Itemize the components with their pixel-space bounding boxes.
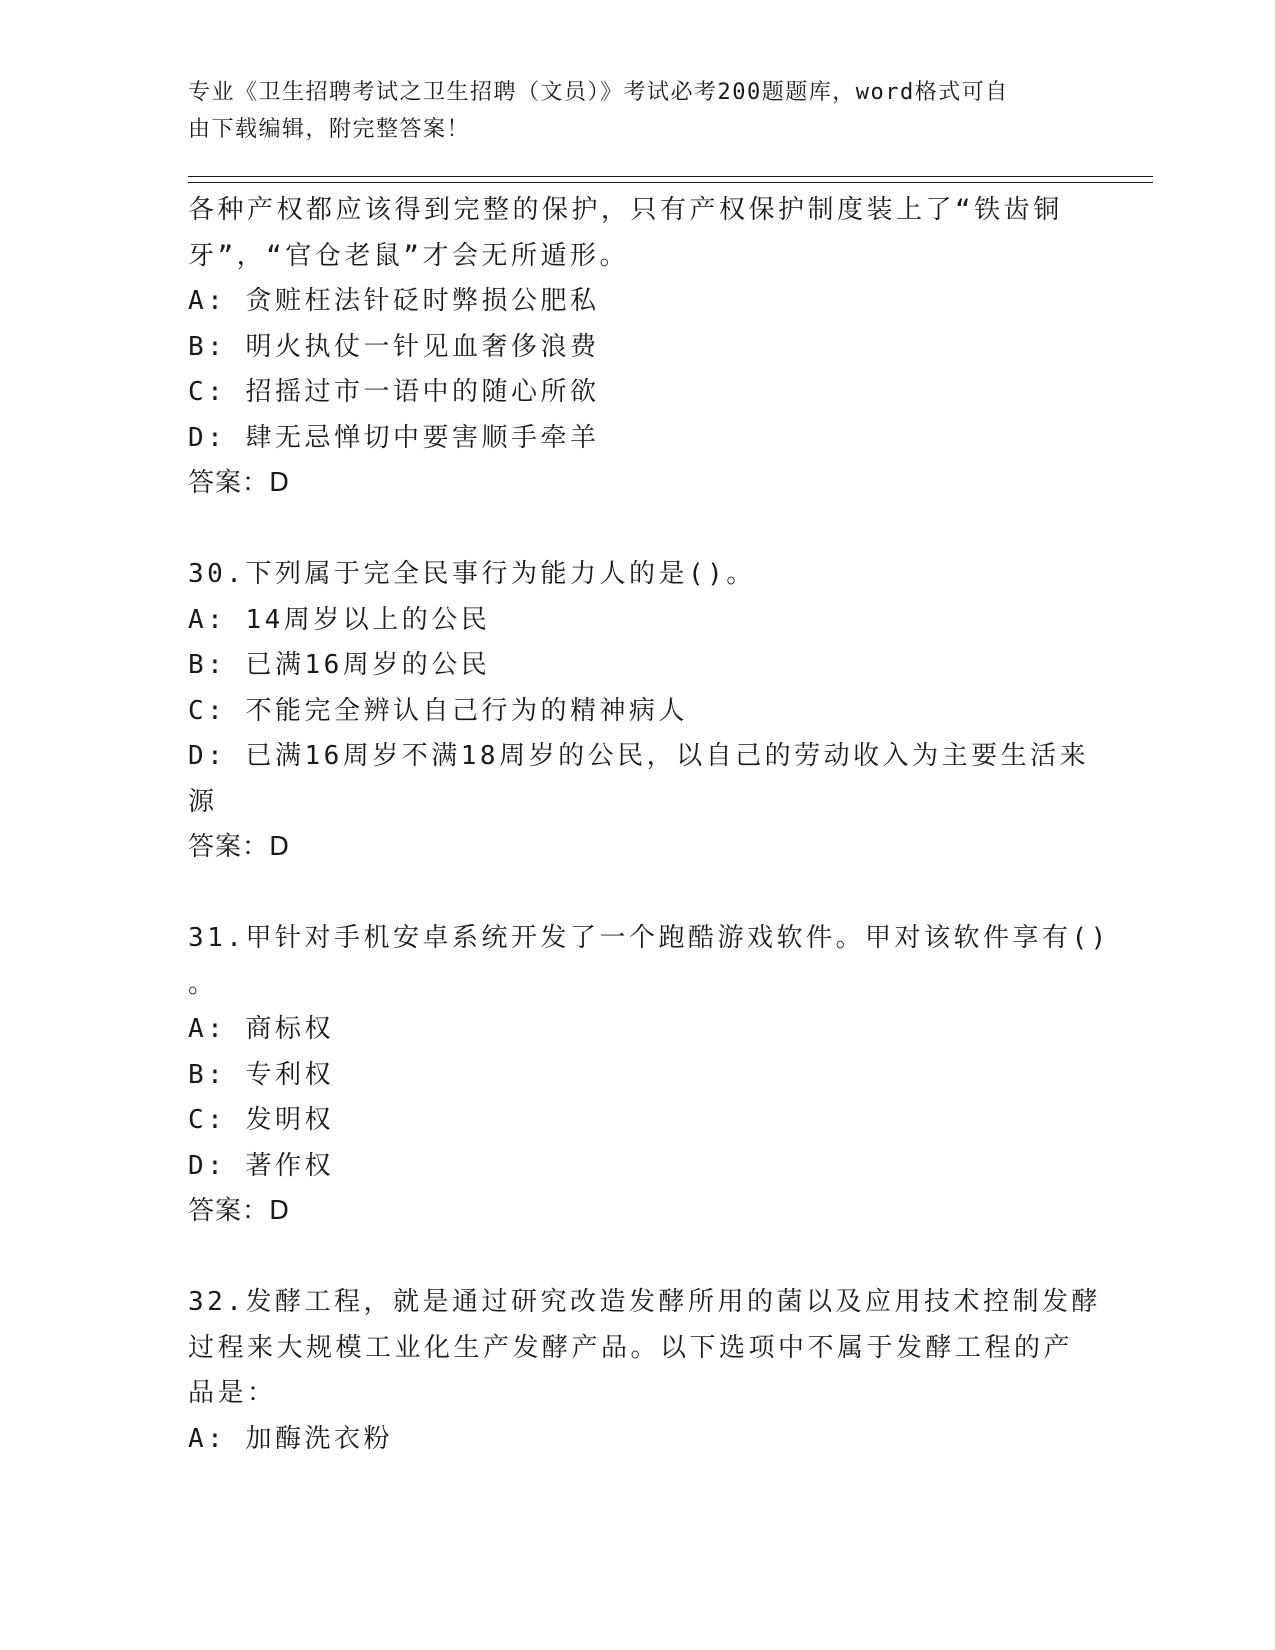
question-stem: 品是： [188,1378,277,1408]
spacer [188,507,1068,553]
header-line-1: 专业《卫生招聘考试之卫生招聘（文员）》考试必考200题题库，word格式可自 [188,80,1009,105]
option-a: A: 14周岁以上的公民 [188,604,491,635]
option-d: D: 肆无忌惮切中要害顺手牵羊 [188,422,600,453]
option-d: D: 已满16周岁不满18周岁的公民，以自己的劳动收入为主要生活来 [188,741,1090,771]
question-list [188,188,1110,1462]
question-stem: 30.下列属于完全民事行为能力人的是()。 [188,559,756,589]
answer-label: 答案：D [188,1196,291,1226]
option-d: D: 著作权 [188,1150,334,1181]
answer-label: 答案：D [188,832,291,862]
option-c: C: 发明权 [188,1105,334,1135]
option-a: A: 加酶洗衣粉 [188,1423,393,1454]
question-32 [188,1280,1101,1462]
question-stem: 牙”，“官仓老鼠”才会无所遁形。 [188,240,629,271]
question-stem: 。 [188,968,218,999]
question-stem: 31.甲针对手机安卓系统开发了一个跑酷游戏软件。甲对该软件享有() [188,923,1110,953]
option-b: B: 明火执仗一针见血奢侈浪费 [188,331,600,362]
question-stem: 各种产权都应该得到完整的保护，只有产权保护制度装上了“铁齿铜 [188,195,1063,225]
question-31 [188,916,1110,1235]
spacer [188,871,1068,917]
option-b: B: 专利权 [188,1059,334,1090]
document-header [188,74,1068,148]
header-divider [188,176,1153,183]
document-page [188,0,1148,1650]
option-a: A: 贪赃枉法针砭时弊损公肥私 [188,286,600,316]
question-30 [188,552,1090,871]
option-c: C: 招摇过市一语中的随心所欲 [188,377,600,407]
question-stem: 过程来大规模工业化生产发酵产品。以下选项中不属于发酵工程的产 [188,1332,1074,1363]
option-a: A: 商标权 [188,1014,334,1044]
option-d-continued: 源 [188,786,218,817]
question-29 [188,188,1068,507]
answer-label: 答案：D [188,468,291,498]
spacer [188,1235,1068,1281]
header-line-2: 由下载编辑，附完整答案！ [188,117,471,142]
question-stem: 32.发酵工程，就是通过研究改造发酵所用的菌以及应用技术控制发酵 [188,1287,1101,1317]
option-b: B: 已满16周岁的公民 [188,650,491,680]
option-c: C: 不能完全辨认自己行为的精神病人 [188,695,688,726]
